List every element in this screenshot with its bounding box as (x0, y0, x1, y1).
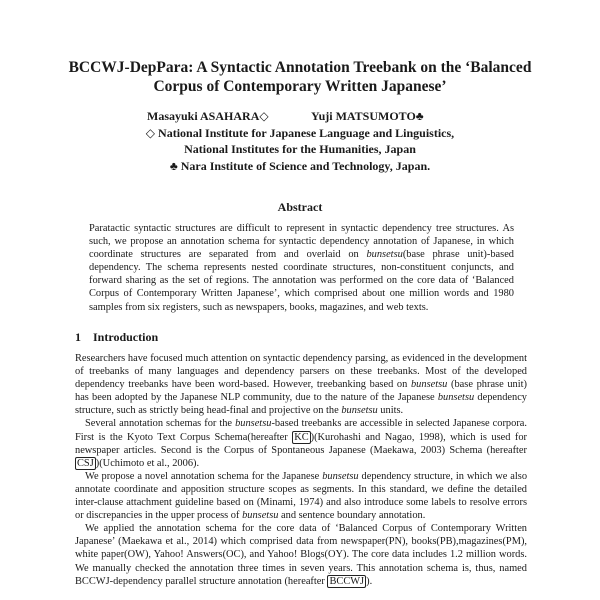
boxed-abbrev-kc: KC (294, 431, 309, 443)
paragraph-text: ). (366, 575, 373, 587)
authors (0, 109, 600, 125)
paragraph-2 (75, 417, 527, 469)
italic-term: bunsetsu (235, 418, 272, 430)
affiliation-naist: ♣ Nara Institute of Science and Technology, Japan. (169, 159, 431, 173)
boxed-abbrev-csj: CSJ (77, 457, 94, 469)
paragraph-text: dependency structure, in which we also annotate coordinate and apposition structure scopes as segments. In this standard, we define the detailed inter-clause attachment guideline based on (Minami, 1974) and also introduce some labels to resolve errors or discrepancies in the upper process of (75, 470, 528, 522)
italic-term: bunsetsu (242, 510, 279, 522)
author-asahara: Masayuki ASAHARA◇ (147, 109, 269, 123)
paragraph-text: We applied the annotation schema for the core data of ‘Balanced Corpus of Contemporary Written Japanese’ (Maekawa et al., 2014) which comprised data from newspaper(PN), books(PB),magazines(PM), white paper(OW), Yahoo! Answers(OC), and Yahoo! Blogs(OY). The core data includes 1.2 million words. We manually checked the annotation three times in seven years. This annotation schema is, thus, named BCCWJ-dependency parallel structure annotation (hereafter (75, 523, 527, 587)
affiliation-nihu: National Institutes for the Humanities, Japan (184, 142, 416, 156)
affiliation-ninjal: ◇ National Institute for Japanese Language and Linguistics, (145, 126, 455, 140)
italic-term: bunsetsu (322, 470, 359, 482)
paragraph-text: dependency structure, such as strictly being head-final and projective on the (75, 392, 528, 417)
paragraph-text: and sentence boundary annotation. (278, 510, 426, 522)
section-heading (75, 330, 158, 345)
paragraph-4 (75, 522, 527, 587)
abstract-text: Paratactic syntactic structures are difficult to represent in syntactic dependency tree structures. As such, we propose an annotation schema for syntactic dependency annotation of Japanese, in which coordinate structures are separated from and overlaid on (89, 223, 514, 261)
title-line-2: Corpus of Contemporary Written Japanese’ (153, 78, 447, 95)
abstract-heading: Abstract (277, 200, 323, 214)
paper-title (60, 58, 540, 96)
paragraph-text: (base phrase unit) has been adopted by the Japanese NLP community, due to the nature of the Japanese (75, 379, 527, 404)
paragraph-text: -based treebanks are accessible in selected Japanese corpora. First is the Kyoto Text Corpus Schema(hereafter (75, 418, 527, 443)
abstract-text: (base phrase unit)-based dependency. The schema represents nested coordinate structures, non-constituent conjuncts, and forward sharing as the set of regions. The annotation was performed on the core data of ‘Balanced Corpus of Contemporary Written Japanese’, which comprised about one million words and 1980 samples from six registers, such as newspapers, books, magazines, and web texts. (89, 249, 515, 313)
paragraph-text: Researchers have focused much attention on syntactic dependency parsing, as evidenced in the development of treebanks of many languages and dependency parsers on these treebanks. Most of the developed dependency treebanks have been word-based. However, treebanking based on (75, 353, 527, 391)
section-number: 1 (75, 330, 81, 344)
paragraph-text: units. (377, 405, 404, 417)
author-matsumoto: Yuji MATSUMOTO♣ (311, 109, 424, 123)
italic-term: bunsetsu (437, 392, 475, 404)
italic-term: bunsetsu (341, 405, 378, 417)
paragraph-text: We propose a novel annotation schema for the Japanese (85, 470, 323, 482)
boxed-abbrev-bccwj: BCCWJ (329, 575, 365, 587)
italic-term: bunsetsu (410, 379, 448, 391)
paragraph-text: Several annotation schemas for the (85, 418, 236, 430)
paragraph-1 (75, 352, 527, 417)
introduction-body (75, 352, 527, 588)
paragraph-text: )(Uchimoto et al., 2006). (95, 457, 200, 469)
abstract-italic-term: bunsetsu (366, 249, 403, 261)
title-line-1: BCCWJ-DepPara: A Syntactic Annotation Treebank on the ‘Balanced (68, 59, 532, 76)
abstract-body (89, 222, 514, 314)
section-title: Introduction (93, 330, 159, 344)
paragraph-text: )(Kurohashi and Nagao, 1998), which is used for newspaper articles. Second is the Corpus of Spontaneous Japanese (Maekawa, 2003) Schema (hereafter (75, 431, 527, 456)
paragraph-3 (75, 470, 527, 522)
